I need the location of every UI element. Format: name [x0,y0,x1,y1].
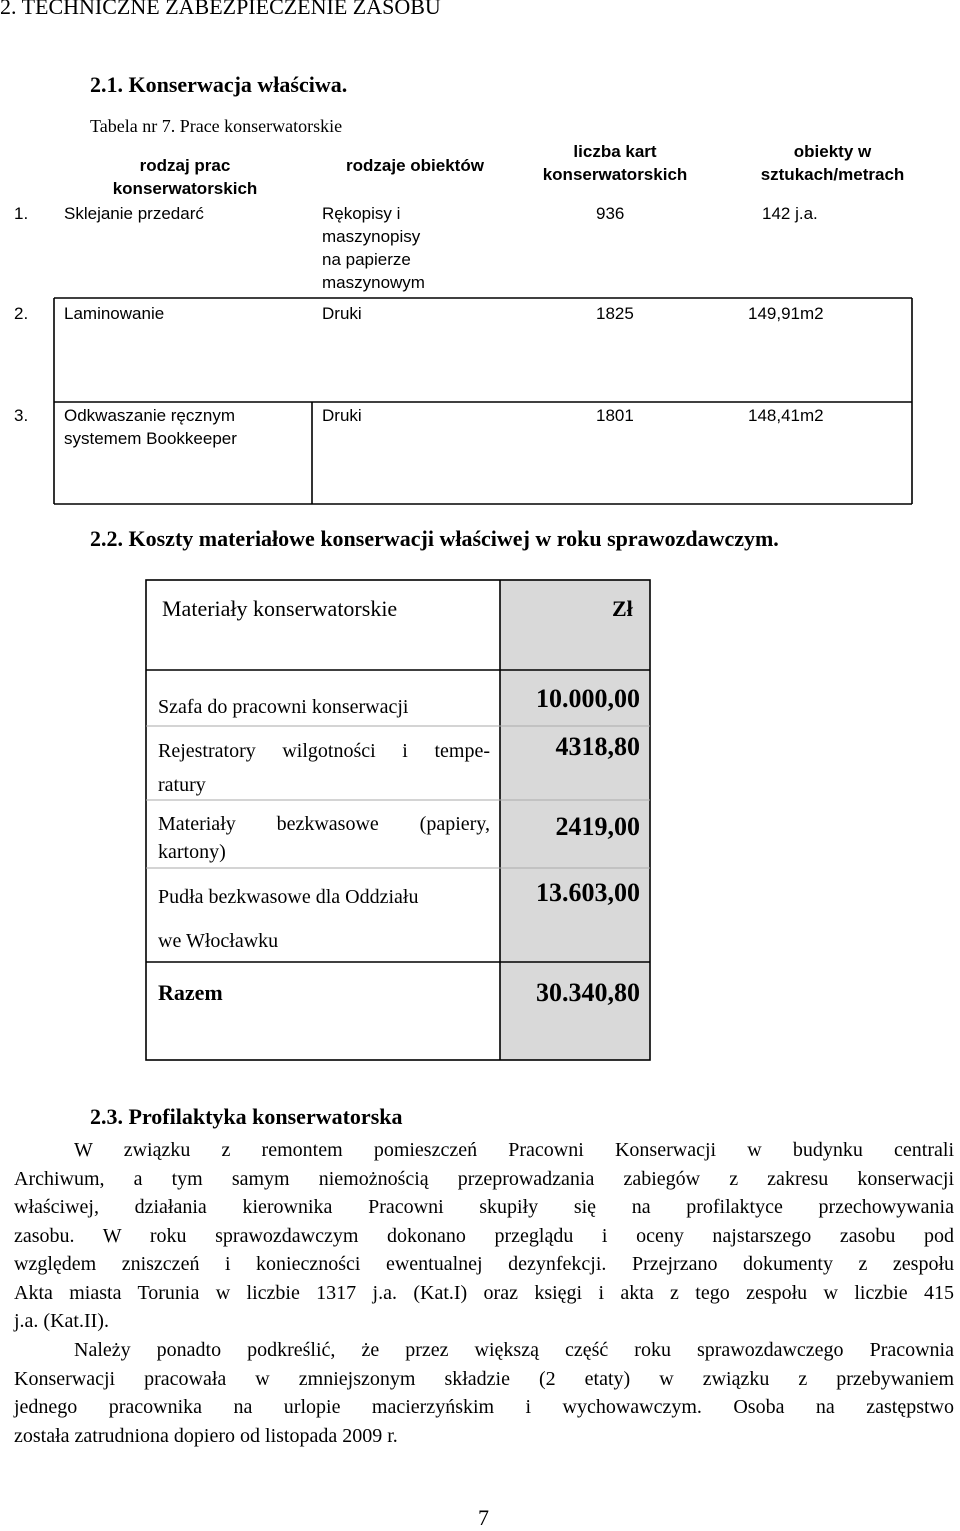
total-label: Razem [158,980,223,1005]
table-row-units: 149,91m2 [748,304,824,323]
table-row-no: 3. [14,406,29,425]
table2-header-materials: Materiały konserwatorskie [162,596,398,621]
subsection-title: 2.2. Koszty materiałowe konserwacji właściwej w roku sprawozdawczym. [90,526,779,551]
table-row-cards: 1801 [596,406,634,425]
table-row-objects: Rękopisy i maszynopisy na papierze maszynowym [322,204,425,292]
page-number: 7 [478,1505,489,1530]
th-units: obiekty w sztukach/metrach [760,142,905,184]
table-row-kind: Sklejanie przedarć [64,204,204,223]
total-value: 30.340,80 [536,978,640,1007]
table-row-cards: 936 [596,204,625,223]
section-title: 2. TECHNICZNE ZABEZPIECZENIE ZASOBU [0,0,441,19]
table-row-objects: Druki [322,304,362,323]
table-row-value: 4318,80 [555,732,640,761]
th-kind: rodzaj prac konserwatorskich [112,156,258,198]
table-row-no: 1. [14,204,29,223]
paragraph: W związku z remontem pomieszczeń Pracowni Konserwacji w budynku centrali Archiwum, a tym samym niemożnością przeprowadzania zabiegów z zakresu konserwacji właściwej, działania kierownika Pracowni skupiły się na profilaktyce przechowywania zasobu. W roku sprawozdawczym dokonano przeglądu i oceny najstarszego zasobu pod względem zniszczeń i konieczności ewentualnej dezynfekcji. Przejrzano dokumenty z zespołu Akta miasta Torunia w liczbie 1317 j.a. (Kat.I) oraz księgi i akta z tego zespołu w liczbie 415 j.a. (Kat.II). [14,1139,954,1332]
table-row-cards: 1825 [596,304,634,323]
table-row-value: 2419,00 [555,812,640,841]
table-row-kind: Odkwaszanie ręcznym systemem Bookkeeper [64,406,237,448]
table-row-value: 13.603,00 [536,878,640,907]
table-row-kind: Laminowanie [64,304,165,323]
paragraph: Należy ponadto podkreślić, że przez większą część roku sprawozdawczego Pracownia Konserwacji pracowała w zmniejszonym składzie (2 etaty) w związku z przebywaniem jednego pracownika na urlopie macierzyńskim i wychowawczym. Osoba na zastępstwo została zatrudniona dopiero od listopada 2009 r. [14,1339,954,1447]
table-row-no: 2. [14,304,29,323]
th-cards: liczba kart konserwatorskich [542,142,688,184]
subsection-title: 2.1. Konserwacja właściwa. [90,72,348,97]
table-row-units: 142 j.a. [762,204,818,223]
th-objects: rodzaje obiektów [346,156,484,175]
table-row-label: Materiały bezkwasowe (papiery, kartony) [158,813,490,863]
table-row-objects: Druki [322,406,362,425]
table2-header-currency: Zł [612,596,633,621]
table-caption: Tabela nr 7. Prace konserwatorskie [90,116,343,136]
table-row-label: Pudła bezkwasowe dla Oddziału we Włocławku [158,886,419,952]
table-row-label: Szafa do pracowni konserwacji [158,696,409,718]
subsection-title: 2.3. Profilaktyka konserwatorska [90,1104,403,1129]
table-row-label: Rejestratory wilgotności i tempe- ratury [158,740,490,796]
table-row-units: 148,41m2 [748,406,824,425]
table-row-value: 10.000,00 [536,684,640,713]
